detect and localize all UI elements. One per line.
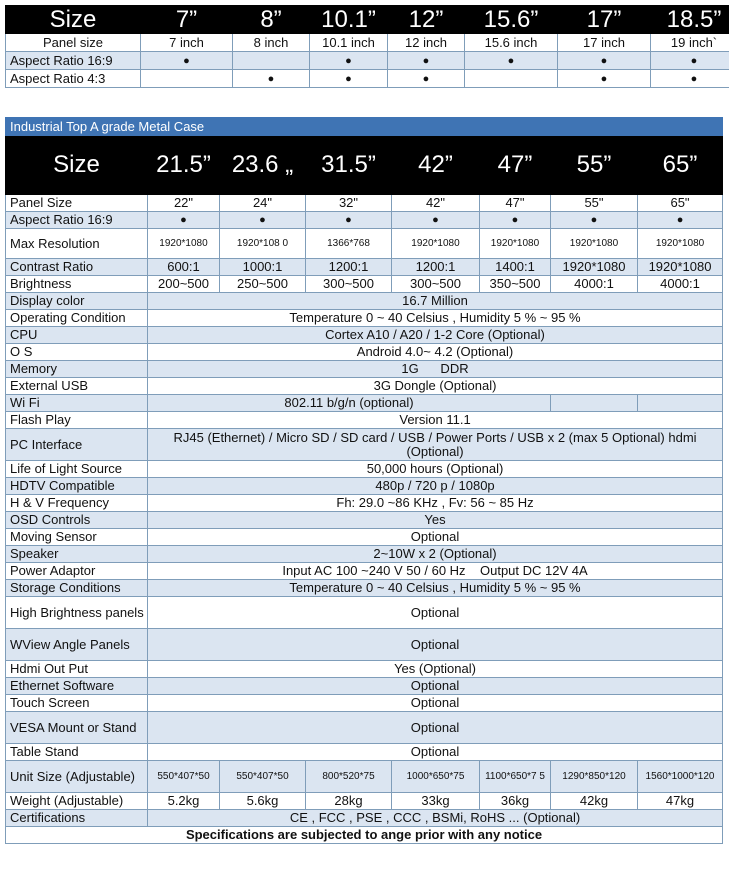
size-cell: 12”	[388, 6, 465, 34]
hdtv-row	[6, 478, 723, 495]
panel-size-row	[6, 34, 729, 52]
size-header-row	[6, 6, 729, 34]
row-label: Certifications	[6, 810, 148, 827]
row-label: Operating Condition	[6, 310, 148, 327]
row-label: Panel Size	[6, 195, 148, 212]
size-cell: 10.1”	[310, 6, 388, 34]
table-cell: 1920*1080	[551, 229, 638, 259]
table-cell: 1920*1080	[480, 229, 551, 259]
table-cell: 300~500	[306, 276, 392, 293]
table-cell: 1560*1000*120	[638, 761, 723, 793]
table-cell: 550*407*50	[148, 761, 220, 793]
row-label: HDTV Compatible	[6, 478, 148, 495]
table-cell: 65"	[638, 195, 723, 212]
table-cell: 28kg	[306, 793, 392, 810]
table-cell: 8 inch	[233, 34, 310, 52]
table-stand-row	[6, 744, 723, 761]
pc-interface-row	[6, 429, 723, 461]
table-cell: 42kg	[551, 793, 638, 810]
table-cell: Yes	[148, 512, 723, 529]
table-cell: 1920*1080	[148, 229, 220, 259]
table-cell: 3G Dongle (Optional)	[148, 378, 723, 395]
size-cell: 31.5”	[306, 136, 392, 195]
table-cell: 16.7 Million	[148, 293, 723, 310]
table-cell: Temperature 0 ~ 40 Celsius , Humidity 5 % ~ 95 %	[148, 310, 723, 327]
table-cell: 1290*850*120	[551, 761, 638, 793]
bullet-cell	[141, 70, 233, 88]
certifications-row	[6, 810, 723, 827]
osd-row	[6, 512, 723, 529]
row-label: Panel size	[6, 34, 141, 52]
table-cell: Temperature 0 ~ 40 Celsius , Humidity 5 % ~ 95 %	[148, 580, 723, 597]
table-cell: 10.1 inch	[310, 34, 388, 52]
row-label: Memory	[6, 361, 148, 378]
row-label: Aspect Ratio 16:9	[6, 52, 141, 70]
ethernet-software-row	[6, 678, 723, 695]
bullet-cell	[465, 70, 558, 88]
table-cell: Optional	[148, 712, 723, 744]
table-cell: 1920*1080	[551, 259, 638, 276]
bullet-cell: ●	[651, 70, 729, 88]
unit-size-row	[6, 761, 723, 793]
row-label: Brightness	[6, 276, 148, 293]
size-cell: 7”	[141, 6, 233, 34]
aspect-169-row	[6, 52, 729, 70]
row-label: Aspect Ratio 16:9	[6, 212, 148, 229]
weight-row	[6, 793, 723, 810]
table-cell: 7 inch	[141, 34, 233, 52]
bullet-cell: ●	[392, 212, 480, 229]
table-cell: 1920*1080	[638, 259, 723, 276]
bullet-cell: ●	[310, 70, 388, 88]
bullet-cell: ●	[638, 212, 723, 229]
brightness-row	[6, 276, 723, 293]
external-usb-row	[6, 378, 723, 395]
row-label: Touch Screen	[6, 695, 148, 712]
size-label: Size	[6, 6, 141, 34]
table-cell: 1200:1	[392, 259, 480, 276]
size-cell: 23.6 „	[220, 136, 306, 195]
row-label: Aspect Ratio 4:3	[6, 70, 141, 88]
row-label: Hdmi Out Put	[6, 661, 148, 678]
table-cell: 1920*1080	[638, 229, 723, 259]
row-label: Max Resolution	[6, 229, 148, 259]
vesa-row	[6, 712, 723, 744]
hdmi-out-row	[6, 661, 723, 678]
table-cell: 550*407*50	[220, 761, 306, 793]
aspect-43-row	[6, 70, 729, 88]
bullet-cell: ●	[310, 52, 388, 70]
table-cell: Yes (Optional)	[148, 661, 723, 678]
table-cell: 350~500	[480, 276, 551, 293]
table-cell: Android 4.0~ 4.2 (Optional)	[148, 344, 723, 361]
bullet-cell: ●	[388, 52, 465, 70]
cpu-row	[6, 327, 723, 344]
table-cell: Input AC 100 ~240 V 50 / 60 Hz Output DC 12V 4A	[148, 563, 723, 580]
bullet-cell: ●	[480, 212, 551, 229]
table-cell: Optional	[148, 529, 723, 546]
table-cell: 24"	[220, 195, 306, 212]
wifi-row	[6, 395, 723, 412]
aspect-169-row	[6, 212, 723, 229]
size-cell: 15.6”	[465, 6, 558, 34]
table-cell: 2~10W x 2 (Optional)	[148, 546, 723, 563]
table-cell: 1200:1	[306, 259, 392, 276]
table-cell: 200~500	[148, 276, 220, 293]
table-cell: 5.2kg	[148, 793, 220, 810]
contrast-row	[6, 259, 723, 276]
row-label: Speaker	[6, 546, 148, 563]
table-cell: 33kg	[392, 793, 480, 810]
power-row	[6, 563, 723, 580]
size-label: Size	[6, 136, 148, 195]
table-cell: CE , FCC , PSE , CCC , BSMi, RoHS ... (Optional)	[148, 810, 723, 827]
table-cell: 17 inch	[558, 34, 651, 52]
spec-table	[5, 117, 723, 844]
table-cell: 47"	[480, 195, 551, 212]
size-cell: 8”	[233, 6, 310, 34]
row-label: Ethernet Software	[6, 678, 148, 695]
row-label: Moving Sensor	[6, 529, 148, 546]
table-cell: 47kg	[638, 793, 723, 810]
operating-row	[6, 310, 723, 327]
table-cell: 1000*650*75	[392, 761, 480, 793]
storage-row	[6, 580, 723, 597]
table-cell: 36kg	[480, 793, 551, 810]
size-header-row	[6, 136, 723, 195]
bullet-cell: ●	[551, 212, 638, 229]
table-cell: Optional	[148, 597, 723, 629]
table-cell: 1000:1	[220, 259, 306, 276]
table-cell: 1920*1080	[392, 229, 480, 259]
bullet-cell: ●	[651, 52, 729, 70]
bullet-cell: ●	[465, 52, 558, 70]
row-label: Unit Size (Adjustable)	[6, 761, 148, 793]
table-cell: 15.6 inch	[465, 34, 558, 52]
table-cell: 32"	[306, 195, 392, 212]
footer-note: Specifications are subjected to ange prior with any notice	[6, 827, 723, 844]
bullet-cell: ●	[306, 212, 392, 229]
empty-cell	[638, 395, 723, 412]
table-cell: 55"	[551, 195, 638, 212]
bullet-cell: ●	[388, 70, 465, 88]
table-cell: 250~500	[220, 276, 306, 293]
size-cell: 55”	[551, 136, 638, 195]
row-label: OSD Controls	[6, 512, 148, 529]
size-overview-table	[5, 5, 729, 88]
hv-frequency-row	[6, 495, 723, 512]
table-cell: 50,000 hours (Optional)	[148, 461, 723, 478]
row-label: H & V Frequency	[6, 495, 148, 512]
table-cell: 1366*768	[306, 229, 392, 259]
row-label: WView Angle Panels	[6, 629, 148, 661]
table-cell: 1920*108 0	[220, 229, 306, 259]
row-label: Flash Play	[6, 412, 148, 429]
row-label: Life of Light Source	[6, 461, 148, 478]
row-label: Wi Fi	[6, 395, 148, 412]
row-label: VESA Mount or Stand	[6, 712, 148, 744]
table-cell: 4000:1	[551, 276, 638, 293]
panel-size-row	[6, 195, 723, 212]
row-label: Table Stand	[6, 744, 148, 761]
table-cell: 600:1	[148, 259, 220, 276]
spec-title-row	[6, 118, 723, 136]
table-cell: 22"	[148, 195, 220, 212]
size-cell: 17”	[558, 6, 651, 34]
bullet-cell: ●	[141, 52, 233, 70]
table-cell: Version 11.1	[148, 412, 723, 429]
row-label: External USB	[6, 378, 148, 395]
size-cell: 65”	[638, 136, 723, 195]
row-label: PC Interface	[6, 429, 148, 461]
size-cell: 47”	[480, 136, 551, 195]
table-cell: Optional	[148, 744, 723, 761]
speaker-row	[6, 546, 723, 563]
empty-cell	[551, 395, 638, 412]
size-cell: 21.5”	[148, 136, 220, 195]
flash-row	[6, 412, 723, 429]
os-row	[6, 344, 723, 361]
row-label: Storage Conditions	[6, 580, 148, 597]
row-label: O S	[6, 344, 148, 361]
size-cell: 42”	[392, 136, 480, 195]
touch-screen-row	[6, 695, 723, 712]
row-label: Contrast Ratio	[6, 259, 148, 276]
table-cell: 480p / 720 p / 1080p	[148, 478, 723, 495]
size-cell: 18.5”	[651, 6, 729, 34]
table-cell: Cortex A10 / A20 / 1-2 Core (Optional)	[148, 327, 723, 344]
bullet-cell: ●	[220, 212, 306, 229]
wview-row	[6, 629, 723, 661]
row-label: Weight (Adjustable)	[6, 793, 148, 810]
moving-sensor-row	[6, 529, 723, 546]
row-label: CPU	[6, 327, 148, 344]
table-cell: 800*520*75	[306, 761, 392, 793]
table-cell: 300~500	[392, 276, 480, 293]
table-cell: 1400:1	[480, 259, 551, 276]
table-cell: Optional	[148, 629, 723, 661]
table-cell: 4000:1	[638, 276, 723, 293]
table-cell: 19 inch`	[651, 34, 729, 52]
table-cell: 1G DDR	[148, 361, 723, 378]
bullet-cell	[233, 52, 310, 70]
table-cell: Fh: 29.0 ~86 KHz , Fv: 56 ~ 85 Hz	[148, 495, 723, 512]
display-color-row	[6, 293, 723, 310]
table-cell: 1100*650*7 5	[480, 761, 551, 793]
bullet-cell: ●	[148, 212, 220, 229]
table-cell: 12 inch	[388, 34, 465, 52]
max-resolution-row	[6, 229, 723, 259]
table-cell: RJ45 (Ethernet) / Micro SD / SD card / USB / Power Ports / USB x 2 (max 5 Optional) hdmi (Optional)	[148, 429, 723, 461]
table-cell: 802.11 b/g/n (optional)	[148, 395, 551, 412]
high-brightness-row	[6, 597, 723, 629]
life-row	[6, 461, 723, 478]
row-label: Display color	[6, 293, 148, 310]
table-cell: Optional	[148, 678, 723, 695]
table-cell: Optional	[148, 695, 723, 712]
row-label: Power Adaptor	[6, 563, 148, 580]
bullet-cell: ●	[558, 52, 651, 70]
footer-row	[6, 827, 723, 844]
bullet-cell: ●	[558, 70, 651, 88]
bullet-cell: ●	[233, 70, 310, 88]
row-label: High Brightness panels	[6, 597, 148, 629]
spec-title: Industrial Top A grade Metal Case	[6, 118, 723, 136]
table-cell: 5.6kg	[220, 793, 306, 810]
memory-row	[6, 361, 723, 378]
table-cell: 42"	[392, 195, 480, 212]
